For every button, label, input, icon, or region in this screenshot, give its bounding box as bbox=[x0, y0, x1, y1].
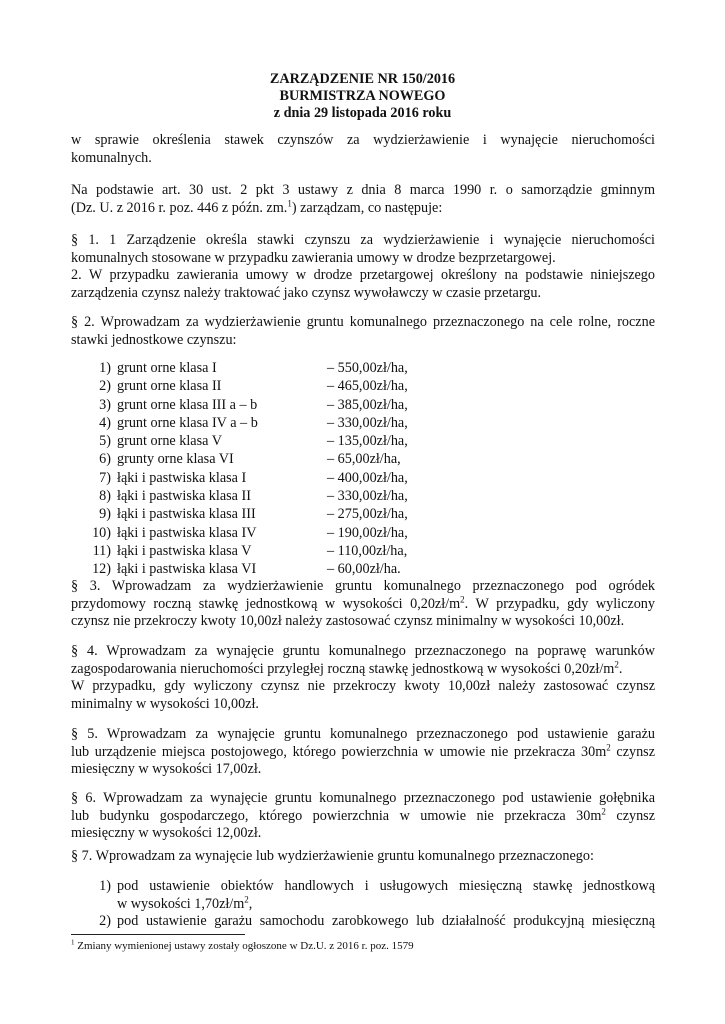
rate-item: 8) łąki i pastwiska klasa II – 330,00zł/ha, bbox=[99, 488, 408, 505]
section-7: § 7. Wprowadzam za wynajęcie lub wydzierżawienie gruntu komunalnego przeznaczonego: bbox=[71, 848, 594, 864]
list-item: 2) pod ustawienie garażu samochodu zarobkowego lub działalność produkcyjną miesięczną bbox=[99, 913, 655, 929]
legal-basis-paragraph: Na podstawie art. 30 ust. 2 pkt 3 ustawy z dnia 8 marca 1990 r. o samorządzie gminnym (Dz. U. z 2016 r. poz. 446 z późn. zm.$^1$) zarządzam, co następuje: bbox=[71, 182, 655, 216]
title-line-1: ZARZĄDZENIE NR 150/2016 bbox=[269, 71, 456, 87]
rate-item: 11) łąki i pastwiska klasa V – 110,00zł/ha, bbox=[92, 542, 408, 559]
rate-item: 2) grunt orne klasa II – 465,00zł/ha, bbox=[99, 378, 408, 395]
rate-item: 12) łąki i pastwiska klasa VI – 60,00zł/ha. bbox=[92, 561, 401, 578]
document-title bbox=[0, 71, 725, 122]
rate-item: 9) łąki i pastwiska klasa III – 275,00zł/ha, bbox=[99, 506, 408, 523]
rate-item: 3) grunt orne klasa III a – b – 385,00zł/ha, bbox=[99, 396, 408, 413]
footnote-divider bbox=[71, 934, 245, 935]
section-1: § 1. 1 Zarządzenie określa stawki czynszu za wydzierżawienie i wynajęcie nieruchomości komunalnych stosowane w przypadku zawierania umowy w drodze bezprzetargowej. 2. W przypadku zawierania umowy w drodze przetargowej określony na podstawie niniejszego zarządzenia czynsz należy traktować jako czynsz wywoławczy w czasie przetargu. bbox=[71, 232, 655, 301]
footnote: $^1$ Zmiany wymienionej ustawy zostały ogłoszone w Dz.U. z 2016 r. poz. 1579 bbox=[71, 938, 414, 952]
section-3: § 3. Wprowadzam za wydzierżawienie gruntu komunalnego przeznaczonego pod ogródek przydomowy roczną stawkę jednostkową w wysokości $0,20zł/m^2$. W przypadku, gdy wyliczony czynsz nie przekroczy kwoty 10,00zł należy zastosować czynsz minimalny w wysokości 10,00zł. bbox=[71, 578, 655, 629]
rate-item: 10) łąki i pastwiska klasa IV – 190,00zł/ha, bbox=[92, 524, 408, 541]
title-line-3: z dnia 29 listopada 2016 roku bbox=[273, 105, 452, 121]
rate-item: 1) grunt orne klasa I – 550,00zł/ha, bbox=[99, 360, 408, 376]
rate-item: 6) grunty orne klasa VI – 65,00zł/ha, bbox=[99, 451, 401, 468]
footnote-reference: 1 bbox=[287, 197, 292, 208]
section-4: § 4. Wprowadzam za wynajęcie gruntu komunalnego przeznaczonego na poprawę warunków zagospodarowania nieruchomości przyległej roczną stawkę jednostkową w wysokości $0,20zł/m^2$. W przypadku, gdy wyliczony czynsz nie przekroczy kwoty 10,00zł należy zastosować czynsz minimalny w wysokości 10,00zł. bbox=[71, 643, 655, 712]
list-item: 1) pod ustawienie obiektów handlowych i usługowych miesięczną stawkę jednostkową w wysokości $1,70zł/m^2$, bbox=[99, 878, 655, 912]
subject-paragraph: w sprawie określenia stawek czynszów za wydzierżawienie i wynajęcie nieruchomości komunalnych. bbox=[71, 132, 655, 166]
section-7-list bbox=[89, 878, 655, 931]
section-5: § 5. Wprowadzam za wynajęcie gruntu komunalnego przeznaczonego pod ustawienie garażu lub urządzenie miejsca postojowego, którego powierzchnia w umowie nie przekracza $30m^2$ czynsz miesięczny w wysokości 17,00zł. bbox=[71, 726, 655, 777]
rates-list bbox=[89, 359, 489, 579]
rate-item: 5) grunt orne klasa V – 135,00zł/ha, bbox=[99, 433, 408, 450]
rate-item: 7) łąki i pastwiska klasa I – 400,00zł/ha, bbox=[99, 469, 408, 486]
section-6: § 6. Wprowadzam za wynajęcie gruntu komunalnego przeznaczonego pod ustawienie gołębnika lub budynku gospodarczego, którego powierzchnia w umowie nie przekracza $30m^2$ czynsz miesięczny w wysokości 12,00zł. bbox=[71, 790, 656, 841]
title-line-2: BURMISTRZA NOWEGO bbox=[279, 88, 446, 104]
section-2: § 2. Wprowadzam za wydzierżawienie gruntu komunalnego przeznaczonego na cele rolne, roczne stawki jednostkowe czynszu: bbox=[71, 314, 655, 348]
rate-item: 4) grunt orne klasa IV a – b – 330,00zł/ha, bbox=[99, 414, 408, 431]
